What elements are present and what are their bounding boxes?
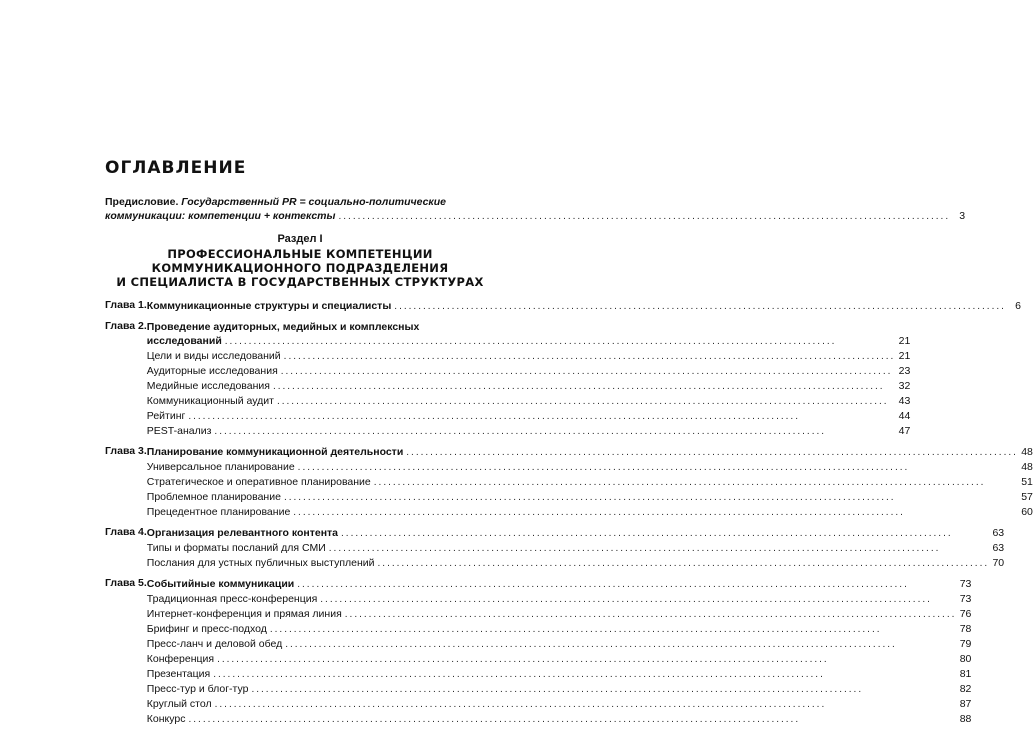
subsection-page: 80 <box>959 653 972 665</box>
chapter-title: Организация релевантного контента <box>146 527 339 539</box>
subsection-entry[interactable] <box>147 637 972 652</box>
toc-page <box>105 158 1033 727</box>
subsection-entry[interactable] <box>147 460 1033 475</box>
subsection-title: Интернет-конференция и прямая линия <box>146 608 342 620</box>
chapter-label: Глава 2. <box>105 320 147 332</box>
leader-dots <box>406 446 1018 460</box>
chapter-title: исследований <box>146 335 222 347</box>
leader-dots <box>217 653 956 667</box>
subsection-entry[interactable] <box>147 394 911 409</box>
subsection-page: 32 <box>898 380 911 392</box>
leader-dots <box>213 668 956 682</box>
leader-dots <box>277 395 895 409</box>
leader-dots <box>297 578 956 592</box>
leader-dots <box>285 638 956 652</box>
subsection-page: 23 <box>898 365 911 377</box>
section-title-line: ПРОФЕССИОНАЛЬНЫЕ КОМПЕТЕНЦИИ <box>167 247 433 261</box>
subsection-title: Конкурс <box>146 713 186 725</box>
subsection-title: Рейтинг <box>146 410 186 422</box>
subsection-title: Проблемное планирование <box>146 491 281 503</box>
chapter-page: 21 <box>898 335 911 347</box>
subsection-entry[interactable] <box>147 556 1004 571</box>
subsection-page: 47 <box>898 425 911 437</box>
leader-dots <box>341 527 989 541</box>
chapter-page: 63 <box>992 527 1005 539</box>
leader-dots <box>225 335 896 349</box>
subsection-entry[interactable] <box>147 475 1033 490</box>
subsection-entry[interactable] <box>147 607 972 622</box>
leader-dots <box>251 683 956 697</box>
chapter-title: Событийные коммуникации <box>146 578 295 590</box>
leader-dots <box>329 542 989 556</box>
leader-dots <box>214 425 895 439</box>
subsection-page: 51 <box>1021 476 1033 488</box>
subsection-entry[interactable] <box>147 409 911 424</box>
subsection-title: Пресс-тур и блог-тур <box>146 683 249 695</box>
leader-dots <box>215 698 957 712</box>
subsection-page: 70 <box>992 557 1005 569</box>
leader-dots <box>281 365 896 379</box>
chapter-title-link[interactable] <box>147 577 972 592</box>
chapter-label: Глава 3. <box>105 445 147 457</box>
chapter-label: Глава 1. <box>105 299 147 311</box>
leader-dots <box>270 623 957 637</box>
subsection-page: 60 <box>1021 506 1033 518</box>
preface-entry[interactable] <box>105 195 966 224</box>
subsection-entry[interactable] <box>147 424 911 439</box>
subsection-title: Стратегическое и оперативное планирование <box>146 476 371 488</box>
leader-dots <box>188 410 895 424</box>
section-number: Раздел I <box>277 233 323 245</box>
subsection-page: 63 <box>992 542 1005 554</box>
preface-page: 3 <box>959 210 966 222</box>
chapter-title-link[interactable] <box>147 334 911 349</box>
subsection-title: Презентация <box>146 668 211 680</box>
leader-dots <box>378 557 990 571</box>
subsection-page: 82 <box>959 683 972 695</box>
subsection-title: Брифинг и пресс-подход <box>146 623 267 635</box>
subsection-title: Цели и виды исследований <box>146 350 281 362</box>
chapter-entry <box>105 299 1021 314</box>
chapter-title-link[interactable] <box>147 526 1004 541</box>
subsection-title: Традиционная пресс-конференция <box>146 593 318 605</box>
chapter-title-line1: Проведение аудиторных, медийных и комплексных <box>146 321 420 333</box>
chapter-page: 48 <box>1021 446 1033 458</box>
chapter-page: 73 <box>959 578 972 590</box>
subsection-title: Конференция <box>146 653 215 665</box>
leader-dots <box>188 713 956 727</box>
leader-dots <box>298 461 1018 475</box>
subsection-entry[interactable] <box>147 652 972 667</box>
subsection-entry[interactable] <box>147 712 972 727</box>
section-title-line: КОММУНИКАЦИОННОГО ПОДРАЗДЕЛЕНИЯ <box>151 261 449 275</box>
subsection-page: 57 <box>1021 491 1033 503</box>
subsection-entry[interactable] <box>147 592 972 607</box>
subsection-page: 43 <box>898 395 911 407</box>
subsection-page: 87 <box>959 698 972 710</box>
subsection-title: Аудиторные исследования <box>146 365 278 377</box>
chapter-page: 6 <box>1015 300 1021 312</box>
chapter-label: Глава 4. <box>105 526 147 538</box>
subsection-title: PEST-анализ <box>146 425 212 437</box>
preface-title-line2: коммуникации: компетенции + контексты <box>105 210 336 222</box>
leader-dots <box>293 506 1018 520</box>
subsection-entry[interactable] <box>147 490 1033 505</box>
subsection-page: 78 <box>959 623 972 635</box>
chapter-entry <box>105 526 1005 571</box>
subsection-entry[interactable] <box>147 364 911 379</box>
subsection-title: Типы и форматы посланий для СМИ <box>146 542 326 554</box>
chapter-label: Глава 5. <box>105 577 147 589</box>
subsection-page: 21 <box>898 350 911 362</box>
subsection-page: 79 <box>959 638 972 650</box>
subsection-title: Медийные исследования <box>146 380 270 392</box>
leader-dots <box>284 350 896 364</box>
chapter-entry <box>105 445 1033 520</box>
subsection-title: Коммуникационный аудит <box>146 395 274 407</box>
subsection-entry[interactable] <box>147 541 1004 556</box>
subsection-entry[interactable] <box>147 682 972 697</box>
leader-dots <box>345 608 957 622</box>
preface-title-line1: Государственный PR = социально-политические <box>181 196 447 208</box>
leader-dots <box>394 300 1006 314</box>
leader-dots <box>374 476 1018 490</box>
subsection-title: Послания для устных публичных выступлений <box>146 557 375 569</box>
leader-dots <box>338 210 950 224</box>
toc-title: ОГЛАВЛЕНИЕ <box>105 158 247 178</box>
subsection-title: Круглый стол <box>146 698 212 710</box>
chapter-title: Планирование коммуникационной деятельности <box>146 446 404 458</box>
leader-dots <box>284 491 1018 505</box>
subsection-title: Пресс-ланч и деловой обед <box>146 638 283 650</box>
subsection-page: 48 <box>1021 461 1033 473</box>
section-title-line: И СПЕЦИАЛИСТА В ГОСУДАРСТВЕННЫХ СТРУКТУРАХ <box>116 275 484 289</box>
subsection-entry[interactable] <box>147 505 1033 520</box>
chapter-entry <box>105 320 911 439</box>
chapter-entry <box>105 577 972 727</box>
section-heading <box>105 233 495 289</box>
subsection-entry[interactable] <box>147 697 972 712</box>
subsection-entry[interactable] <box>147 349 911 364</box>
subsection-page: 88 <box>959 713 972 725</box>
subsection-entry[interactable] <box>147 379 911 394</box>
subsection-page: 44 <box>898 410 911 422</box>
chapter-title-link[interactable] <box>147 299 1021 314</box>
subsection-title: Универсальное планирование <box>146 461 295 473</box>
chapter-title: Коммуникационные структуры и специалисты <box>146 300 392 312</box>
preface-label: Предисловие. <box>105 196 179 208</box>
subsection-entry[interactable] <box>147 622 972 637</box>
subsection-page: 81 <box>959 668 972 680</box>
chapter-list <box>105 299 1033 727</box>
leader-dots <box>273 380 895 394</box>
subsection-title: Прецедентное планирование <box>146 506 291 518</box>
chapter-title-link[interactable] <box>147 445 1033 460</box>
leader-dots <box>320 593 956 607</box>
subsection-entry[interactable] <box>147 667 972 682</box>
subsection-page: 73 <box>959 593 972 605</box>
subsection-page: 76 <box>959 608 972 620</box>
